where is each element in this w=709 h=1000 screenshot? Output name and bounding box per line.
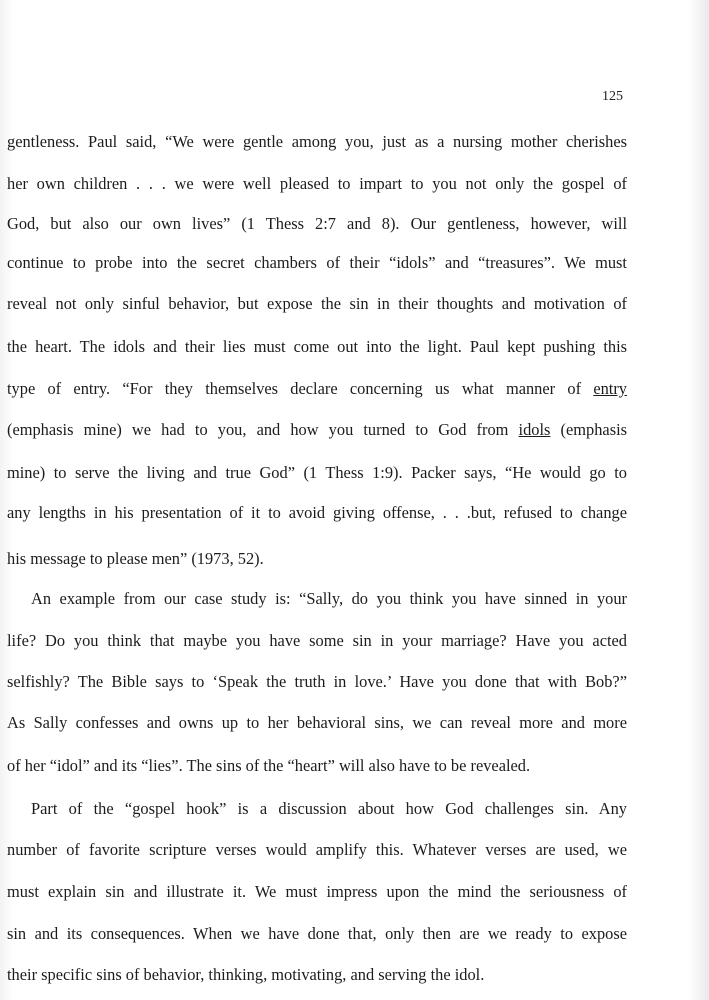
- text-line: As Sally confesses and owns up to her behavioral sins, we can reveal more and more: [7, 713, 627, 732]
- text-line: the heart. The idols and their lies must come out into the light. Paul kept pushing this: [7, 337, 627, 356]
- text-line: number of favorite scripture verses would amplify this. Whatever verses are used, we: [7, 840, 627, 859]
- text-segment: type of entry. “For they themselves declare concerning us what manner of: [7, 379, 594, 398]
- text-line: selfishly? The Bible says to ‘Speak the truth in love.’ Have you done that with Bob?”: [7, 672, 627, 691]
- text-line: her own children . . . we were well pleased to impart to you not only the gospel of: [7, 174, 627, 193]
- text-line: Part of the “gospel hook” is a discussion about how God challenges sin. Any: [31, 799, 627, 818]
- text-line: An example from our case study is: “Sally, do you think you have sinned in your: [31, 589, 627, 608]
- text-line: [7, 379, 627, 399]
- text-line: reveal not only sinful behavior, but expose the sin in their thoughts and motivation of: [7, 294, 627, 313]
- text-line: gentleness. Paul said, “We were gentle among you, just as a nursing mother cherishes: [7, 132, 627, 151]
- text-line: mine) to serve the living and true God” (1 Thess 1:9). Packer says, “He would go to: [7, 463, 627, 482]
- text-line: any lengths in his presentation of it to avoid giving offense, . . .but, refused to change: [7, 503, 627, 522]
- text-line: his message to please men” (1973, 52).: [7, 549, 264, 568]
- underlined-word-idols: idols: [518, 420, 551, 439]
- text-line: sin and its consequences. When we have done that, only then are we ready to expose: [7, 924, 627, 943]
- text-line: must explain sin and illustrate it. We must impress upon the mind the seriousness of: [7, 882, 627, 901]
- text-segment: (emphasis mine) we had to you, and how you turned to God from: [7, 420, 519, 439]
- text-line: continue to probe into the secret chambers of their “idols” and “treasures”. We must: [7, 253, 627, 272]
- text-line: of her “idol” and its “lies”. The sins of the “heart” will also have to be revealed.: [7, 756, 531, 775]
- underlined-word-entry: entry: [593, 379, 627, 398]
- text-line: their specific sins of behavior, thinking, motivating, and serving the idol.: [7, 965, 485, 984]
- text-line: God, but also our own lives” (1 Thess 2:7 and 8). Our gentleness, however, will: [7, 214, 627, 233]
- text-segment: (emphasis: [550, 420, 628, 439]
- text-line: life? Do you think that maybe you have some sin in your marriage? Have you acted: [7, 631, 627, 650]
- page-number: 125: [602, 89, 623, 104]
- text-line: [7, 420, 627, 440]
